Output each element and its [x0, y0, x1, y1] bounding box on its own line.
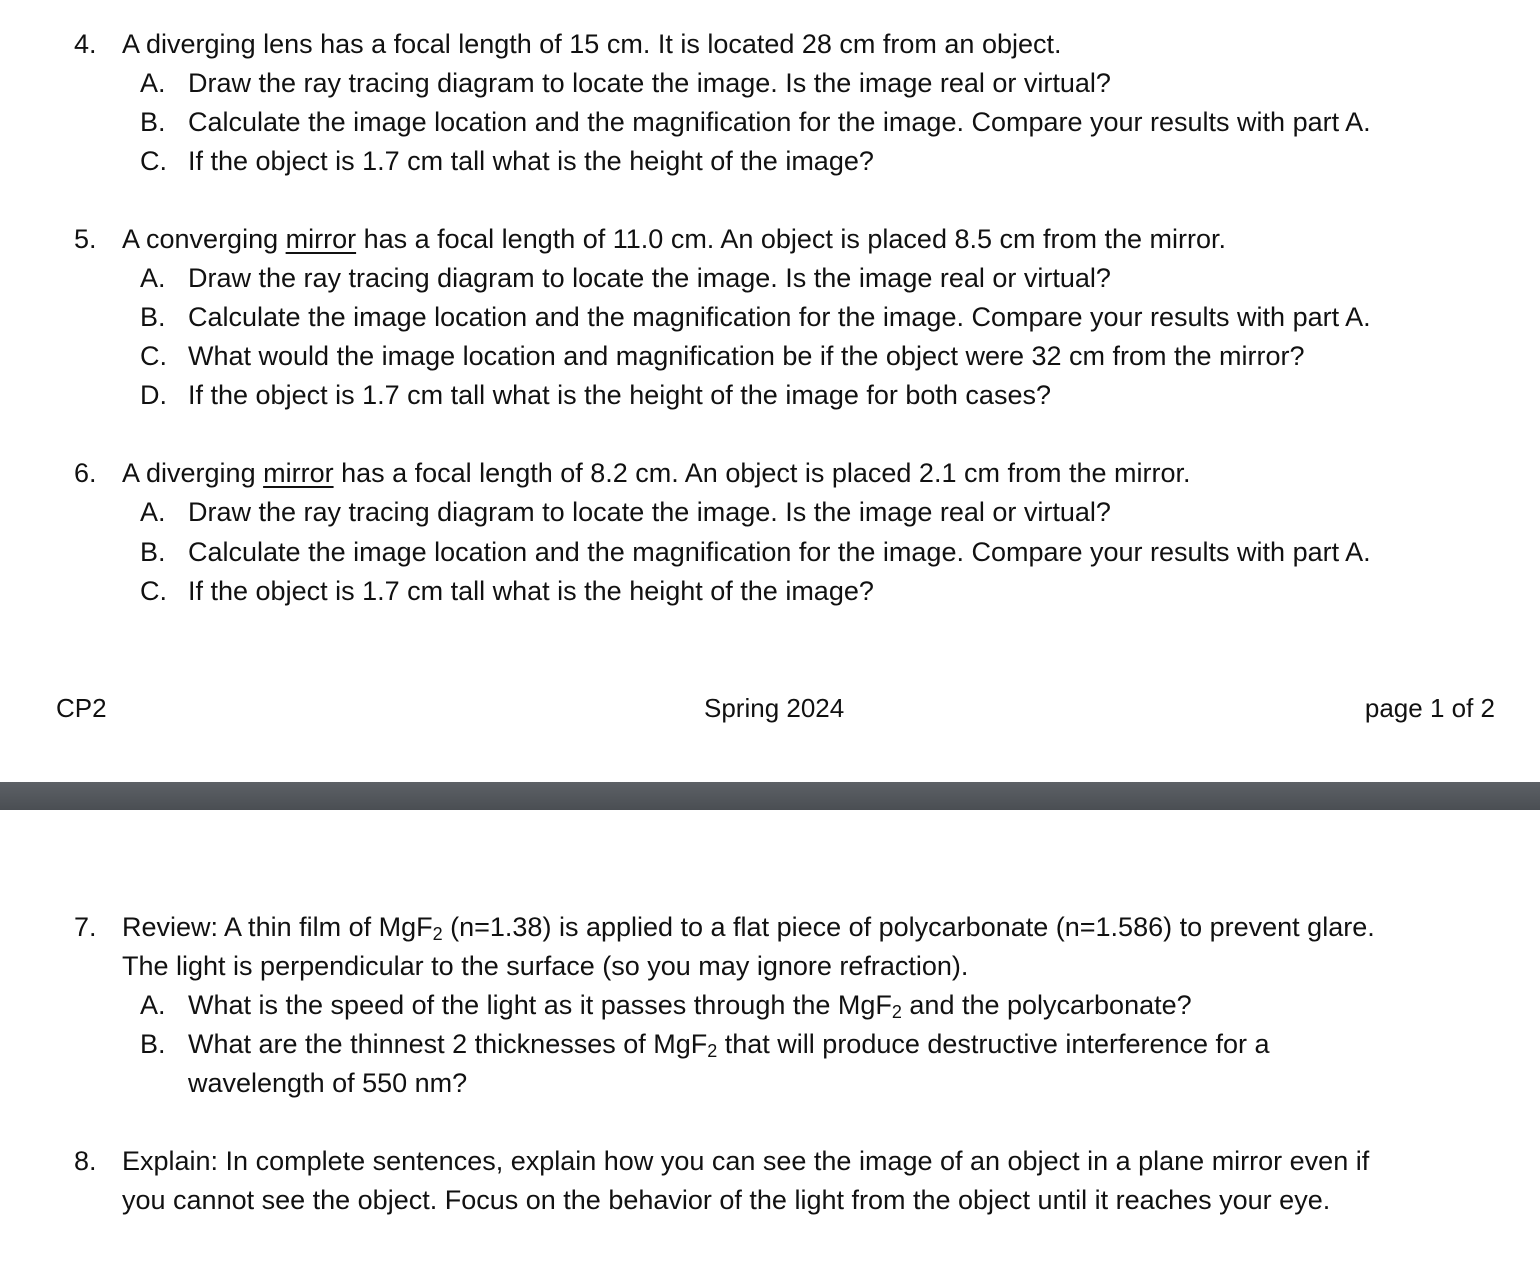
question-stem	[122, 222, 1226, 256]
part-text: Calculate the image location and the magnification for the image. Compare your results with part A.	[188, 107, 1371, 137]
part-letter: B.	[140, 1029, 166, 1059]
question-stem	[122, 456, 1191, 490]
footer-page-number: page 1 of 2	[1364, 693, 1495, 723]
part-text: Draw the ray tracing diagram to locate the image. Is the image real or virtual?	[188, 68, 1111, 98]
stem-underlined-word: mirror	[285, 224, 357, 254]
part-text-continued: wavelength of 550 nm?	[188, 1068, 468, 1098]
subscript: 2	[891, 1002, 902, 1022]
stem-before: A diverging	[122, 458, 264, 488]
question-stem-line-1: Explain: In complete sentences, explain how you can see the image of an object in a plane mirror even if	[122, 1146, 1370, 1176]
part-letter: A.	[140, 497, 166, 527]
stem-underlined-word: mirror	[263, 458, 334, 488]
part-text: If the object is 1.7 cm tall what is the height of the image?	[188, 576, 874, 606]
part-text-segment: What are the thinnest 2 thicknesses of MgF	[188, 1029, 708, 1059]
page-divider	[0, 782, 1540, 810]
stem-after: has a focal length of 11.0 cm. An object is placed 8.5 cm from the mirror.	[356, 224, 1227, 254]
part-letter: A.	[140, 990, 166, 1020]
part-text	[188, 1027, 1270, 1061]
part-text: Draw the ray tracing diagram to locate the image. Is the image real or virtual?	[188, 263, 1111, 293]
part-text-segment: and the polycarbonate?	[901, 990, 1192, 1020]
question-stem-line-1	[122, 910, 1375, 944]
part-letter: A.	[140, 263, 166, 293]
question-number: 6.	[74, 458, 97, 488]
stem-before: A converging	[122, 224, 286, 254]
part-letter: B.	[140, 107, 166, 137]
part-letter: D.	[140, 380, 167, 410]
part-text	[188, 988, 1192, 1022]
question-number: 7.	[74, 912, 97, 942]
part-text-segment: What is the speed of the light as it passes through the MgF	[188, 990, 892, 1020]
part-letter: C.	[140, 576, 167, 606]
part-text: Calculate the image location and the magnification for the image. Compare your results with part A.	[188, 537, 1371, 567]
part-letter: B.	[140, 537, 166, 567]
footer-term: Spring 2024	[704, 693, 845, 723]
question-number: 5.	[74, 224, 97, 254]
part-letter: B.	[140, 302, 166, 332]
footer-course: CP2	[56, 693, 107, 723]
subscript: 2	[707, 1041, 718, 1061]
part-text: Draw the ray tracing diagram to locate the image. Is the image real or virtual?	[188, 497, 1111, 527]
part-text: Calculate the image location and the magnification for the image. Compare your results with part A.	[188, 302, 1371, 332]
question-stem: A diverging lens has a focal length of 15 cm. It is located 28 cm from an object.	[122, 29, 1062, 59]
subscript: 2	[432, 924, 443, 944]
part-letter: C.	[140, 341, 167, 371]
stem-text: (n=1.38) is applied to a flat piece of polycarbonate (n=1.586) to prevent glare.	[442, 912, 1375, 942]
stem-after: has a focal length of 8.2 cm. An object is placed 2.1 cm from the mirror.	[333, 458, 1191, 488]
part-text-segment: that will produce destructive interference for a	[717, 1029, 1270, 1059]
stem-text: Review: A thin film of MgF	[122, 912, 433, 942]
question-number: 8.	[74, 1146, 97, 1176]
question-stem-line-2: The light is perpendicular to the surface (so you may ignore refraction).	[122, 951, 969, 981]
part-text: What would the image location and magnification be if the object were 32 cm from the mirror?	[188, 341, 1305, 371]
part-text: If the object is 1.7 cm tall what is the height of the image for both cases?	[188, 380, 1051, 410]
part-letter: C.	[140, 146, 167, 176]
part-letter: A.	[140, 68, 166, 98]
question-number: 4.	[74, 29, 97, 59]
question-stem-line-2: you cannot see the object. Focus on the behavior of the light from the object until it reaches your eye.	[122, 1185, 1331, 1215]
part-text: If the object is 1.7 cm tall what is the height of the image?	[188, 146, 874, 176]
